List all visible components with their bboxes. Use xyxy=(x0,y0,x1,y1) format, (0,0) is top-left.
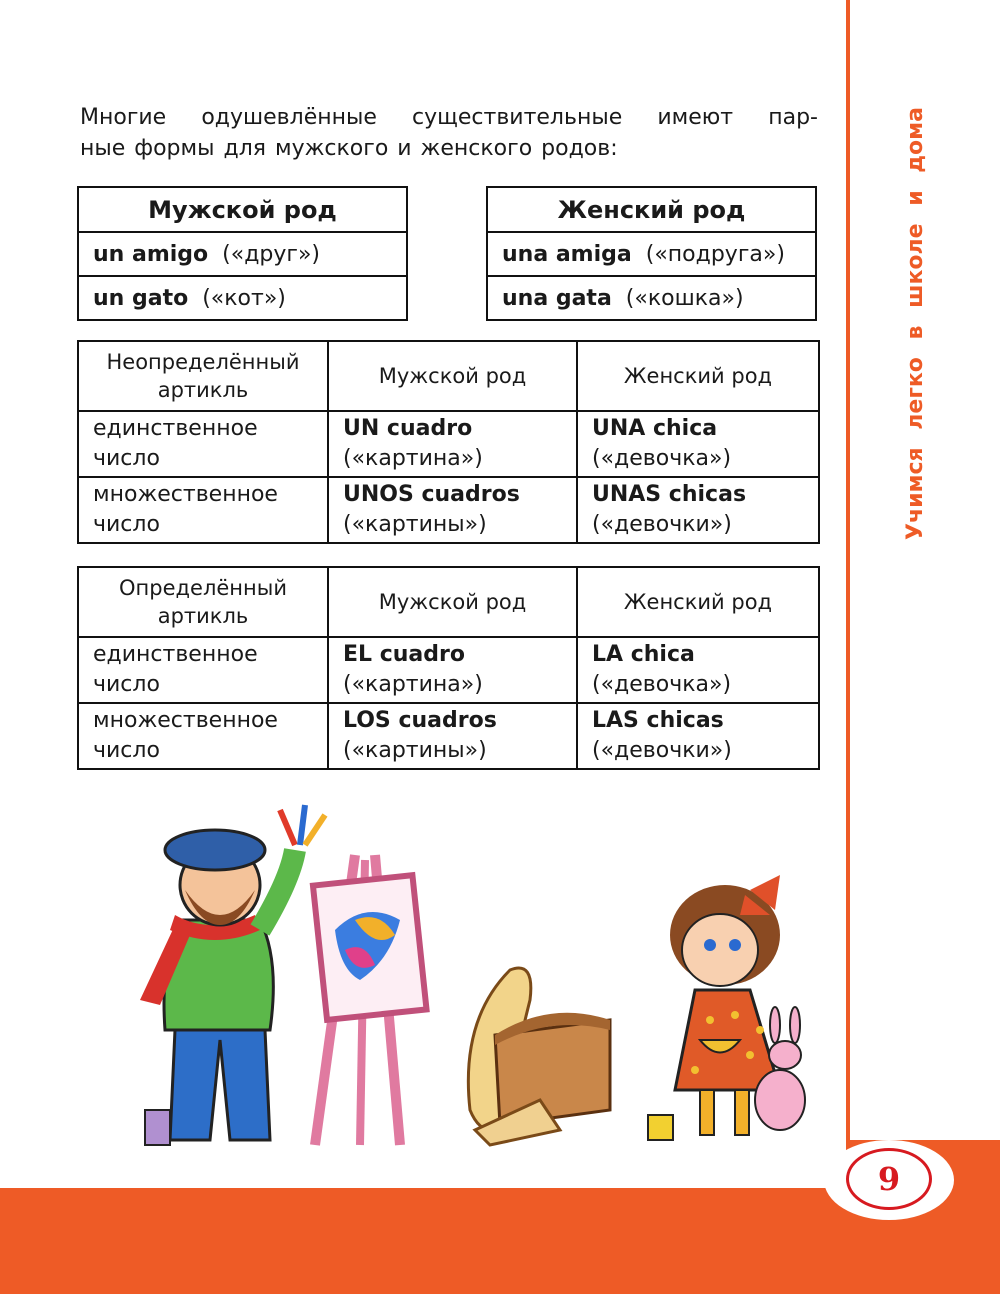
translation: («девочка») xyxy=(592,672,732,697)
page-number: 9 xyxy=(846,1148,932,1210)
masc-cell xyxy=(328,703,577,769)
intro-paragraph xyxy=(80,102,818,164)
intro-line: ные формы для мужского и женского родов: xyxy=(80,136,618,161)
table-row xyxy=(78,637,819,703)
table-header: Женский род xyxy=(487,187,816,232)
fem-cell xyxy=(577,477,819,543)
intro-line: Многие одушевлённые существительные имеют пар- xyxy=(80,105,818,130)
translation: («девочки») xyxy=(592,738,732,763)
number-label: множественное число xyxy=(78,703,328,769)
fem-cell xyxy=(577,411,819,477)
indefinite-article-table xyxy=(77,340,820,544)
page-number-badge xyxy=(824,1140,954,1220)
masc-cell xyxy=(328,637,577,703)
translation: («картина») xyxy=(343,446,483,471)
translation: («девочки») xyxy=(592,512,732,537)
girl-illustration xyxy=(640,870,820,1150)
number-label: единственное число xyxy=(78,637,328,703)
table-header: Мужской род xyxy=(78,187,407,232)
word: un gato xyxy=(93,285,189,311)
table-header: Женский род xyxy=(577,567,819,637)
number-label: множественное число xyxy=(78,477,328,543)
translation: («картины») xyxy=(343,738,487,763)
word: un amigo xyxy=(93,241,209,267)
masc-cell xyxy=(328,411,577,477)
masc-cell xyxy=(328,477,577,543)
article-word: LOS cuadros xyxy=(343,708,497,733)
table-row xyxy=(78,276,407,320)
translation: («друг») xyxy=(222,241,320,267)
word: una amiga xyxy=(502,241,632,267)
section-title-vertical: Учимся легко в школе и дома xyxy=(903,107,928,540)
table-header: Женский род xyxy=(577,341,819,411)
definite-article-table xyxy=(77,566,820,770)
translation: («девочка») xyxy=(592,446,732,471)
article-word: UNAS chicas xyxy=(592,482,747,507)
article-word: LA chica xyxy=(592,642,695,667)
article-word: UN cuadro xyxy=(343,416,473,441)
bread-illustration xyxy=(460,960,620,1150)
translation: («подруга») xyxy=(645,241,785,267)
article-word: UNOS cuadros xyxy=(343,482,520,507)
word: una gata xyxy=(502,285,612,311)
table-row xyxy=(487,232,816,276)
fem-cell xyxy=(577,703,819,769)
feminine-table xyxy=(486,186,817,321)
translation: («картина») xyxy=(343,672,483,697)
translation: («кошка») xyxy=(625,285,744,311)
table-row xyxy=(78,232,407,276)
table-header: Определённый артикль xyxy=(78,567,328,637)
table-header: Мужской род xyxy=(328,567,577,637)
masculine-table xyxy=(77,186,408,321)
fem-cell xyxy=(577,637,819,703)
article-word: LAS chicas xyxy=(592,708,724,733)
translation: («кот») xyxy=(202,285,286,311)
table-row xyxy=(487,276,816,320)
table-header: Неопределённый артикль xyxy=(78,341,328,411)
painter-illustration xyxy=(120,800,450,1160)
table-row xyxy=(78,411,819,477)
number-label: единственное число xyxy=(78,411,328,477)
table-header: Мужской род xyxy=(328,341,577,411)
translation: («картины») xyxy=(343,512,487,537)
article-word: EL cuadro xyxy=(343,642,465,667)
article-word: UNA chica xyxy=(592,416,718,441)
table-row xyxy=(78,703,819,769)
table-row xyxy=(78,477,819,543)
